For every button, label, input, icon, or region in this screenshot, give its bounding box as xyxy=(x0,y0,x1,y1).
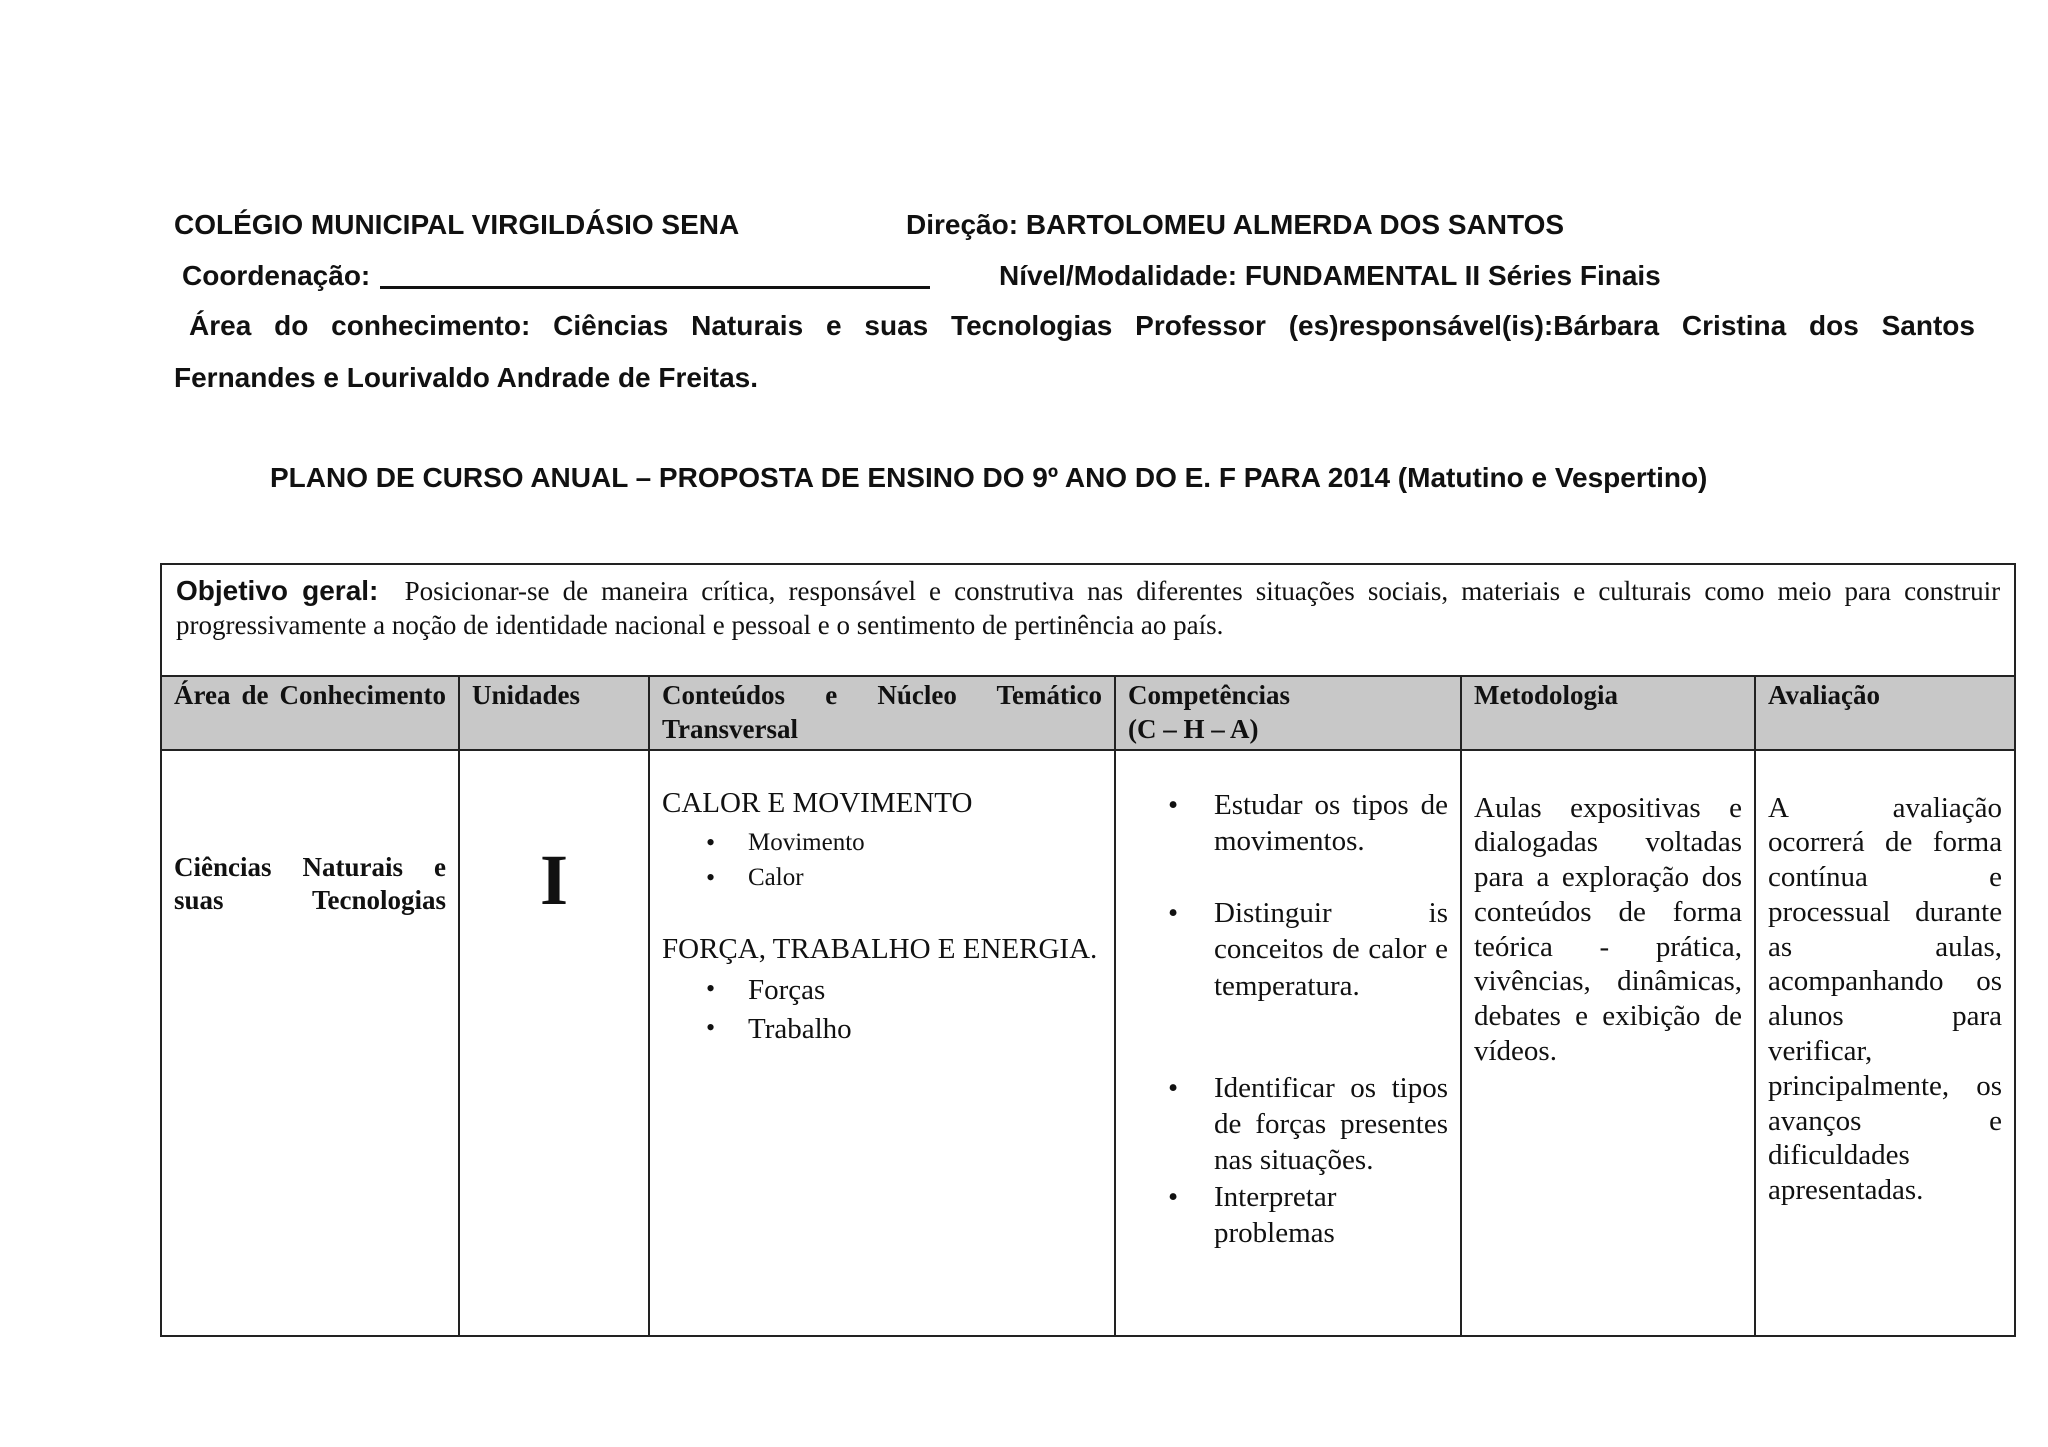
objective-paragraph xyxy=(176,573,2000,643)
area-word: Área xyxy=(189,310,252,341)
header-evaluation: Avaliação xyxy=(1755,676,2015,750)
list-item: • Interpretar problemas xyxy=(1214,1179,1448,1252)
school-name: COLÉGIO MUNICIPAL VIRGILDÁSIO SENA xyxy=(174,209,740,240)
list-item: • Estudar os tipos de movimentos. xyxy=(1214,787,1448,860)
area-word: Tecnologias xyxy=(951,310,1113,341)
content-row xyxy=(161,750,2015,1336)
header-competencies-line2: (C – H – A) xyxy=(1128,713,1259,744)
topic2-list xyxy=(662,971,1102,1049)
direction-line: Direção: BARTOLOMEU ALMERDA DOS SANTOS xyxy=(906,209,1565,240)
header-contents: Conteúdos e Núcleo Temático Transversal xyxy=(649,676,1115,750)
area-word: Ciências xyxy=(553,310,669,341)
area-word: Santos xyxy=(1881,310,1975,341)
methodology-text: Aulas expositivas e dialogadas voltadas para a exploração dos conteúdos de forma teórica - prática, vivências, dinâmicas, debates e exibição de vídeos. xyxy=(1474,791,1742,1068)
contents-cell xyxy=(649,750,1115,1336)
list-item: • Movimento xyxy=(748,825,1102,860)
area-professor-line xyxy=(189,310,1975,342)
objective-row xyxy=(161,564,2015,676)
header-area: Área de Conhecimento xyxy=(161,676,459,750)
evaluation-cell xyxy=(1755,750,2015,1336)
area-word: Professor xyxy=(1135,310,1266,341)
area-word: do xyxy=(274,310,309,341)
course-plan-table xyxy=(160,563,2016,1337)
list-item: • Calor xyxy=(748,860,1102,895)
list-item: • Identificar os tipos de forças presentes nas situações. xyxy=(1214,1070,1448,1179)
area-word: e xyxy=(825,310,842,341)
area-word: (es)responsável(is):Bárbara xyxy=(1288,310,1660,341)
header-competencies xyxy=(1115,676,1461,750)
document-title: PLANO DE CURSO ANUAL – PROPOSTA DE ENSINO DO 9º ANO DO E. F PARA 2014 (Matutino e Vespertino) xyxy=(270,462,1708,493)
list-item: • Distinguir is conceitos de calor e temperatura. xyxy=(1214,895,1448,1004)
professors-continuation: Fernandes e Lourivaldo Andrade de Freitas. xyxy=(174,362,758,393)
area-cell: Ciências Naturais e suas Tecnologias xyxy=(161,750,459,1336)
competencies-list xyxy=(1128,787,1448,1252)
objective-text: Posicionar-se de maneira crítica, responsável e construtiva nas diferentes situações sociais, materiais e culturais como meio para construir progressivamente a noção de identidade nacional e pessoal e o sentimento de pertinência ao país. xyxy=(176,576,2001,640)
list-item: • Forças xyxy=(748,971,1102,1010)
area-word: suas xyxy=(864,310,929,341)
coordination-line xyxy=(182,260,930,292)
header-row xyxy=(161,676,2015,750)
topic-force-work-energy: FORÇA, TRABALHO E ENERGIA. xyxy=(662,932,1098,965)
area-word: dos xyxy=(1809,310,1859,341)
header-units: Unidades xyxy=(459,676,649,750)
unit-cell xyxy=(459,750,649,1336)
level-line: Nível/Modalidade: FUNDAMENTAL II Séries Finais xyxy=(999,260,1661,291)
objective-label: Objetivo geral: xyxy=(176,575,379,606)
list-item: • Trabalho xyxy=(748,1010,1102,1049)
area-word: Naturais xyxy=(691,310,804,341)
unit-numeral: I xyxy=(539,839,569,920)
coordination-blank xyxy=(380,262,930,289)
coordination-label: Coordenação: xyxy=(182,260,371,291)
methodology-cell xyxy=(1461,750,1755,1336)
topic1-list xyxy=(662,825,1102,895)
evaluation-text: A avaliação ocorrerá de forma contínua e processual durante as aulas, acompanhando os alunos para verificar, principalmente, os avanços e dificuldades apresentadas. xyxy=(1768,791,2003,1207)
area-word: Cristina xyxy=(1681,310,1787,341)
header-methodology: Metodologia xyxy=(1461,676,1755,750)
competencies-cell xyxy=(1115,750,1461,1336)
area-word: conhecimento: xyxy=(331,310,531,341)
topic-heat-motion: CALOR E MOVIMENTO xyxy=(662,786,973,819)
header-competencies-line1: Competências xyxy=(1128,680,1290,710)
objective-cell xyxy=(161,564,2015,676)
